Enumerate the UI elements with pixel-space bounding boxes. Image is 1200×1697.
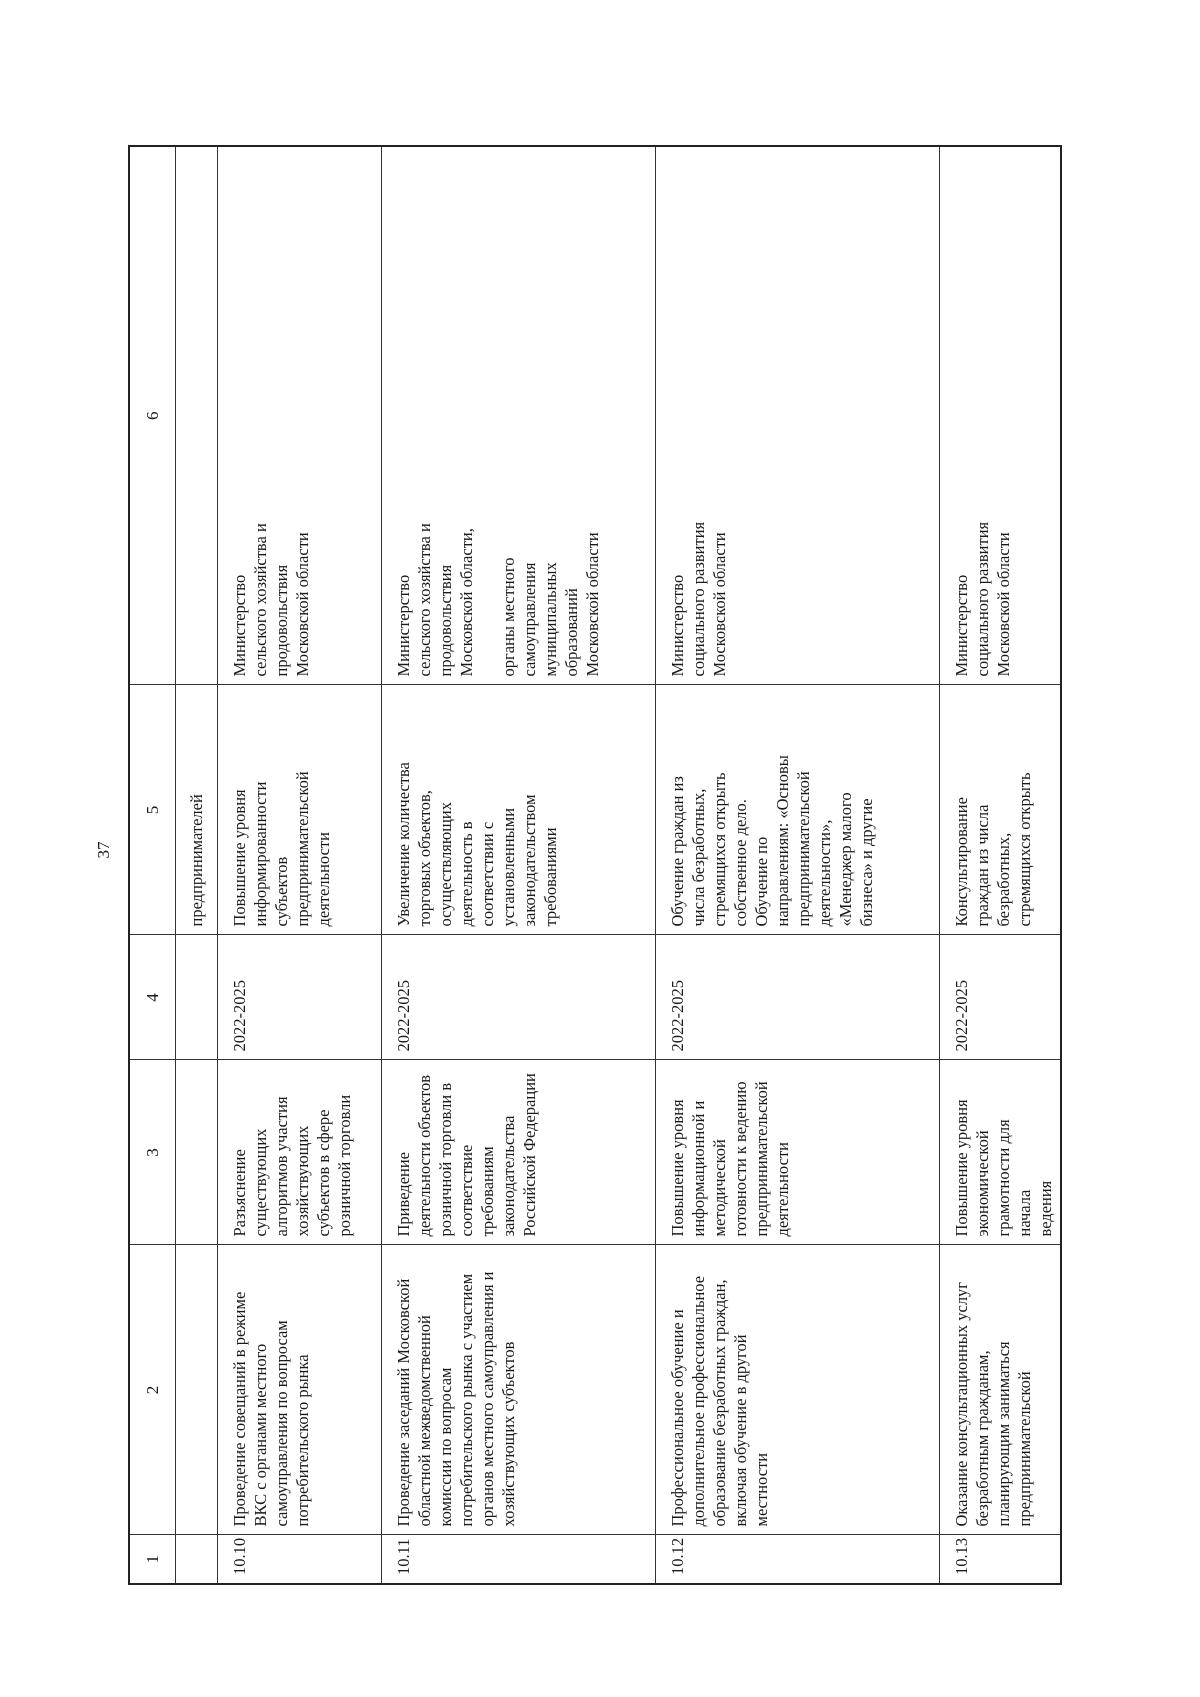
row-activity: Оказание консультационных услуг безработным гражданам, планирующим заниматься предпринимательской bbox=[939, 1245, 1061, 1535]
header-row bbox=[129, 146, 175, 1584]
row-goal: Приведение деятельности объектов розничной торговли в соответствие требованиям законодательства Российской Федерации bbox=[381, 1060, 655, 1245]
page-number: 37 bbox=[94, 841, 113, 859]
row-number: 10.13 bbox=[939, 1535, 1061, 1584]
row-goal: Повышение уровня экономической грамотности для начала ведения bbox=[939, 1060, 1061, 1245]
continuation-row bbox=[175, 146, 217, 1584]
table-row bbox=[655, 146, 939, 1584]
row-result: Увеличение количества торговых объектов, осуществляющих деятельность в соответствии с установленными законодательством требованиями bbox=[381, 685, 655, 935]
row-period: 2022-2025 bbox=[217, 935, 381, 1060]
row-executor: Министерство социального развития Московской области bbox=[939, 146, 1061, 685]
table-row bbox=[217, 146, 381, 1584]
row-executor: Министерство социального развития Московской области bbox=[655, 146, 939, 685]
row-goal: Повышение уровня информационной и методической готовности к ведению предпринимательской деятельности bbox=[655, 1060, 939, 1245]
row-period: 2022-2025 bbox=[655, 935, 939, 1060]
cont-cell-2 bbox=[175, 1245, 217, 1535]
cont-cell-3 bbox=[175, 1060, 217, 1245]
row-result: Повышение уровня информированности субъектов предпринимательской деятельности bbox=[217, 685, 381, 935]
row-goal: Разъяснение существующих алгоритмов участия хозяйствующих субъектов в сфере розничной торговли bbox=[217, 1060, 381, 1245]
header-col-5: 5 bbox=[129, 685, 175, 935]
row-result: Консультирование граждан из числа безработных, стремящихся открыть bbox=[939, 685, 1061, 935]
table-rotated-container bbox=[128, 147, 1055, 1585]
header-col-4: 4 bbox=[129, 935, 175, 1060]
row-activity: Проведение заседаний Московской областной межведомственной комиссии по вопросам потребительского рынка с участием органов местного самоуправления и хозяйствующих субъектов bbox=[381, 1245, 655, 1535]
row-number: 10.11 bbox=[381, 1535, 655, 1584]
table-row bbox=[939, 146, 1061, 1584]
row-executor: Министерство сельского хозяйства и продовольствия Московской области, органы местного самоуправления муниципальных образований Московской области bbox=[381, 146, 655, 685]
header-col-3: 3 bbox=[129, 1060, 175, 1245]
cont-cell-6 bbox=[175, 146, 217, 685]
row-activity: Профессиональное обучение и дополнительное профессиональное образование безработных граждан, включая обучение в другой местности bbox=[655, 1245, 939, 1535]
header-col-1: 1 bbox=[129, 1535, 175, 1584]
header-col-6: 6 bbox=[129, 146, 175, 685]
cont-cell-5: предпринимателей bbox=[175, 685, 217, 935]
table-row bbox=[381, 146, 655, 1584]
row-period: 2022-2025 bbox=[939, 935, 1061, 1060]
row-number: 10.12 bbox=[655, 1535, 939, 1584]
cont-cell-4 bbox=[175, 935, 217, 1060]
cont-cell-1 bbox=[175, 1535, 217, 1584]
row-period: 2022-2025 bbox=[381, 935, 655, 1060]
row-executor: Министерство сельского хозяйства и продовольствия Московской области bbox=[217, 146, 381, 685]
row-result: Обучение граждан из числа безработных, стремящихся открыть собственное дело. Обучение по направлениям: «Основы предпринимательской деятельности», «Менеджер малого бизнеса» и другие bbox=[655, 685, 939, 935]
header-col-2: 2 bbox=[129, 1245, 175, 1535]
row-activity: Проведение совещаний в режиме ВКС с органами местного самоуправления по вопросам потребительского рынка bbox=[217, 1245, 381, 1535]
row-number: 10.10 bbox=[217, 1535, 381, 1584]
activities-table bbox=[128, 145, 1062, 1585]
